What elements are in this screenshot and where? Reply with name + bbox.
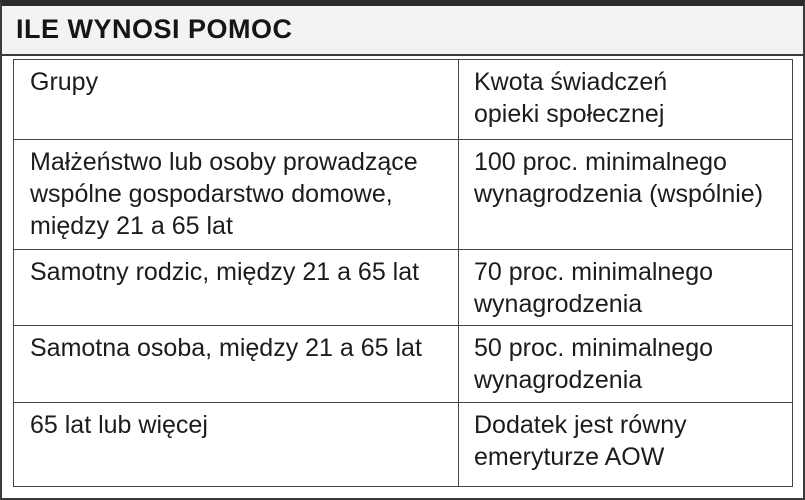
row-group-cell: 65 lat lub więcej <box>30 411 208 439</box>
row-group-cell: Małżeństwo lub osoby prowadzące wspólne gospodarstwo domowe, między 21 a 65 lat <box>30 148 418 240</box>
row-group-cell: Samotna osoba, między 21 a 65 lat <box>30 334 422 362</box>
header-amount: Kwota świadczeń opieki społecznej <box>474 68 668 128</box>
header-groups: Grupy <box>30 68 99 96</box>
row-amount-cell: 100 proc. minimalnego wynagrodzenia (wspólnie) <box>474 148 764 208</box>
table-row <box>14 325 792 402</box>
table-row <box>14 402 792 486</box>
table-row <box>14 139 792 249</box>
row-amount-cell: Dodatek jest równy emeryturze AOW <box>474 411 687 471</box>
table-row <box>14 249 792 325</box>
row-amount-cell: 50 proc. minimalnego wynagrodzenia <box>474 334 714 394</box>
benefits-table <box>13 59 793 487</box>
box-title: ILE WYNOSI POMOC <box>16 14 293 44</box>
title-bar <box>2 6 803 56</box>
row-group-cell: Samotny rodzic, między 21 a 65 lat <box>30 258 420 286</box>
table-header-row <box>14 60 792 139</box>
row-amount-cell: 70 proc. minimalnego wynagrodzenia <box>474 258 714 318</box>
